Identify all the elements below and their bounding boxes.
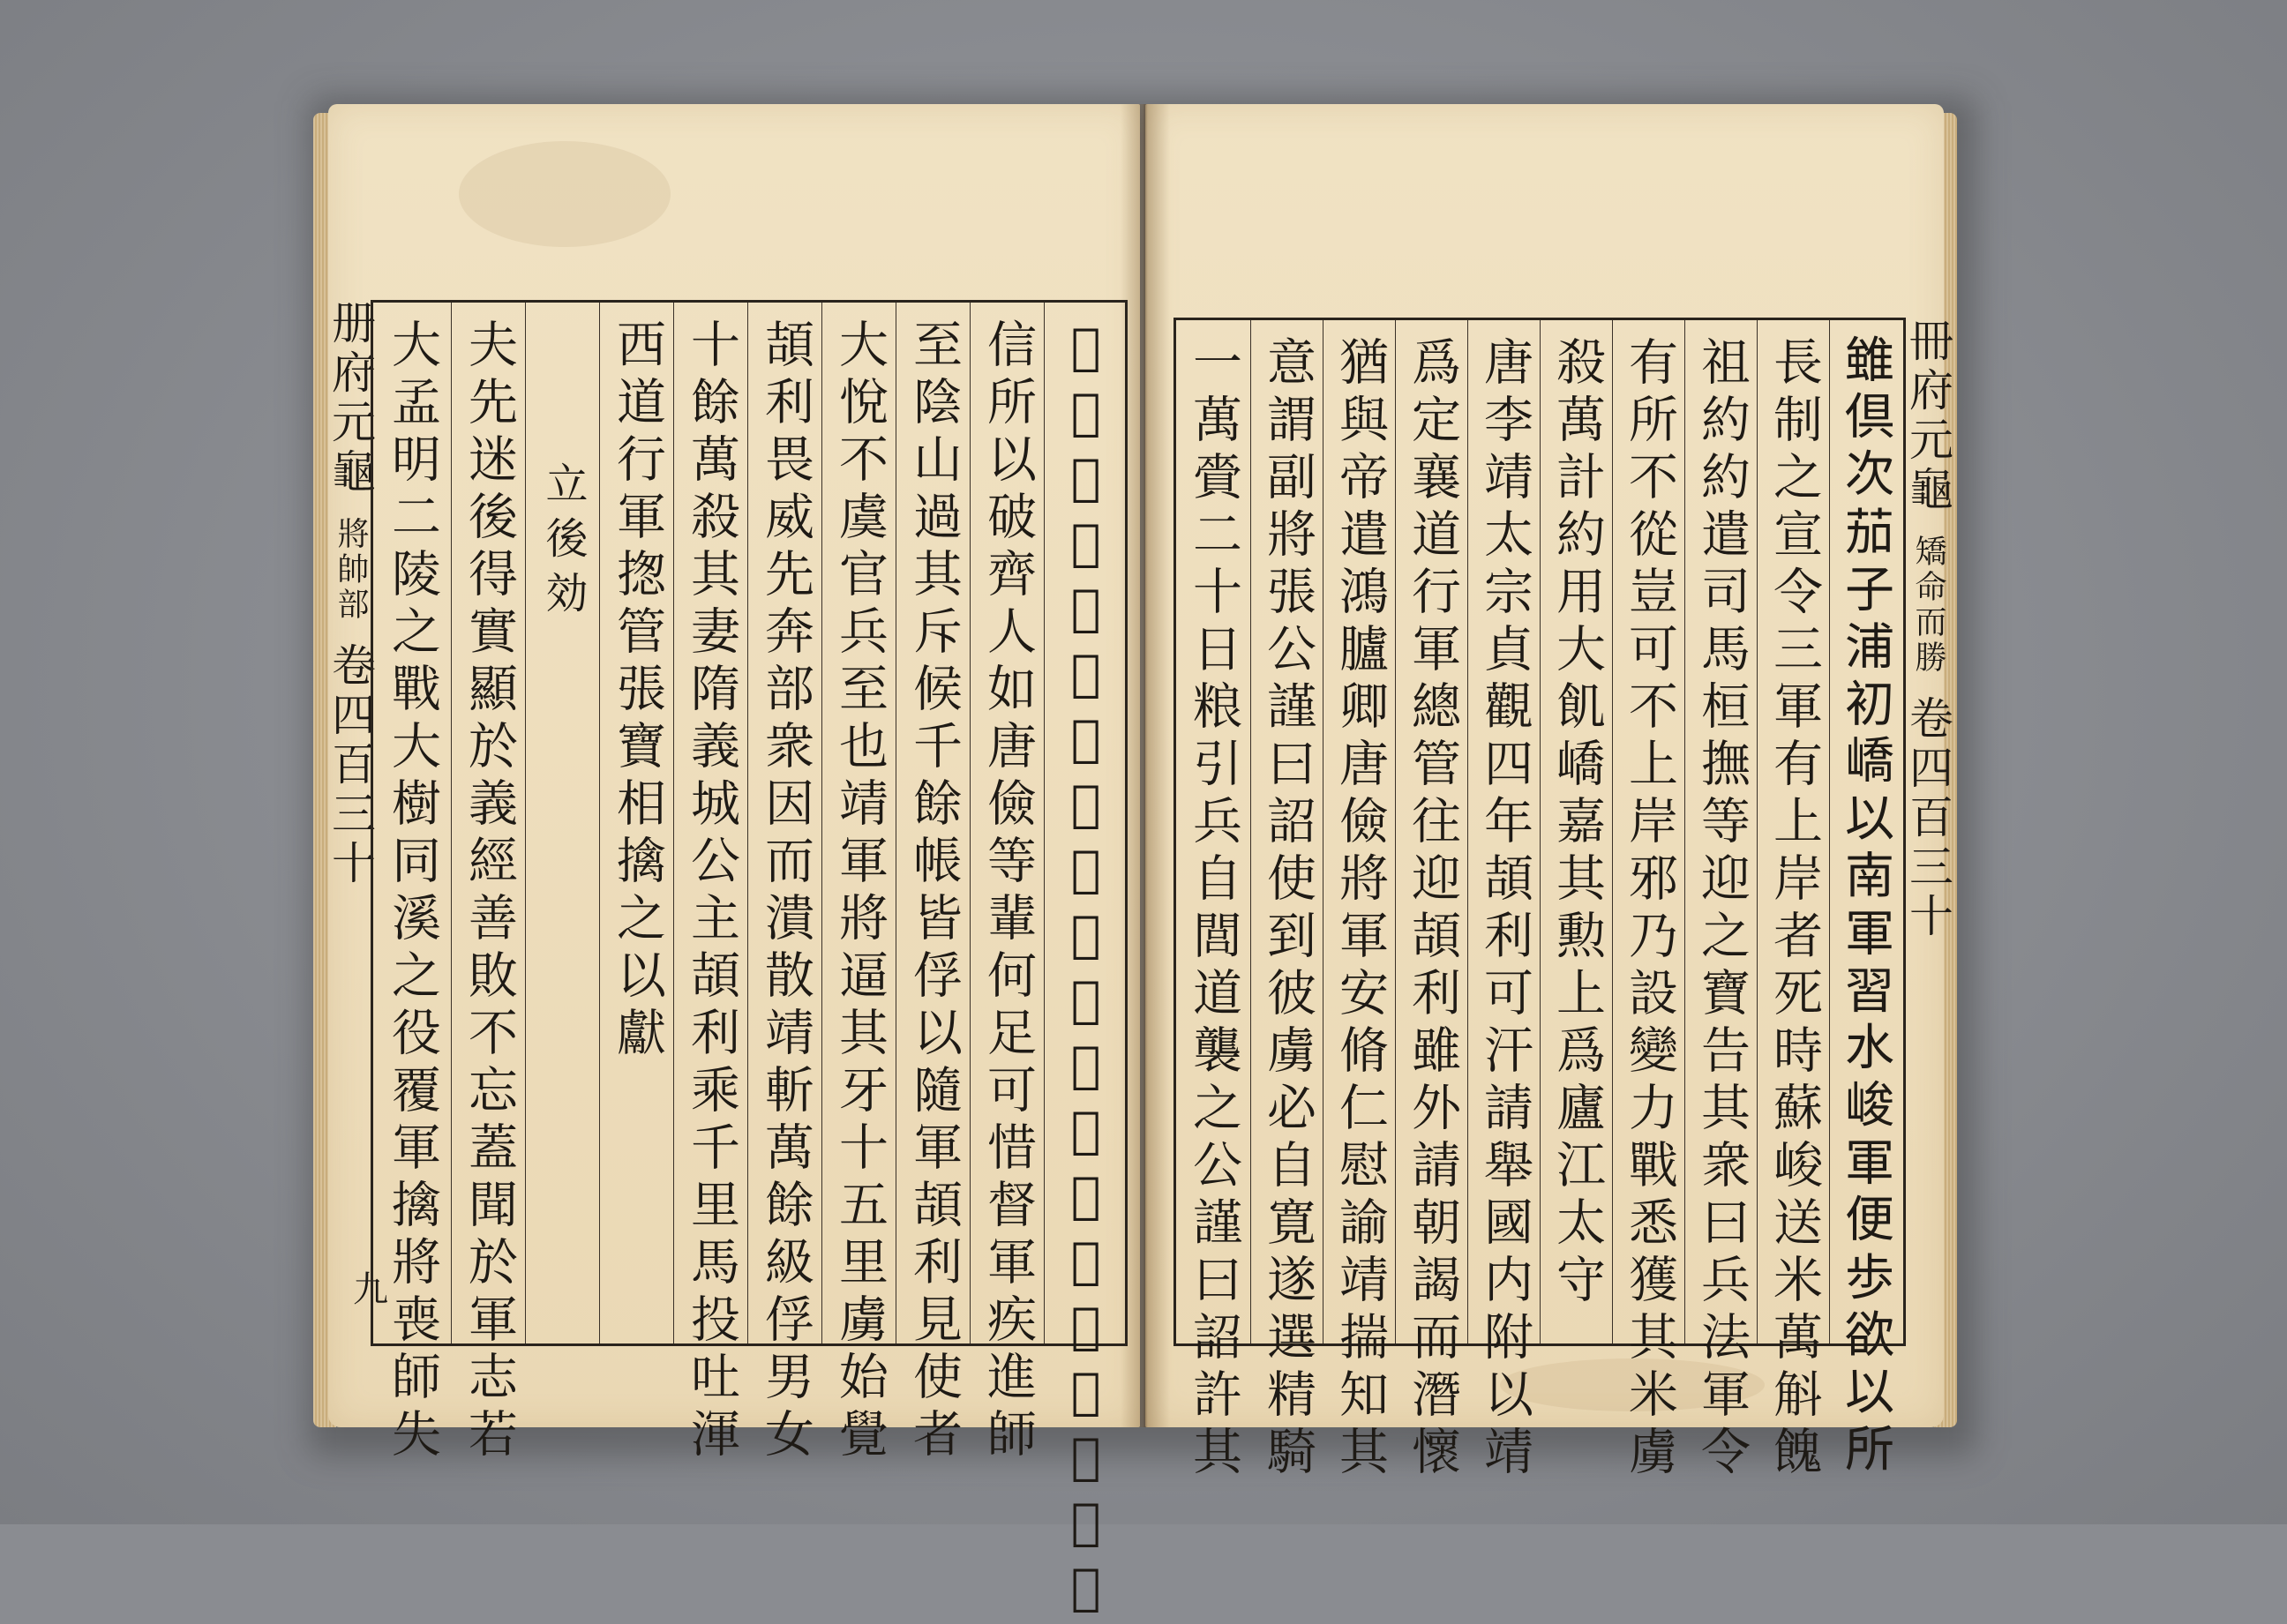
right-text-frame bbox=[1173, 318, 1906, 1483]
text-column: 殺萬計約用大飢嶠嘉其勲上爲廬江太守 bbox=[1540, 320, 1613, 1343]
left-banxin-section: 將帥部 bbox=[333, 516, 369, 623]
right-running-head bbox=[1902, 318, 1953, 942]
book-gutter bbox=[1121, 104, 1170, 1427]
right-banxin-volume: 卷四百三十 bbox=[1902, 694, 1953, 942]
text-column: 一萬賫二十日粮引兵自閭道襲之公謹曰詔許其 bbox=[1185, 336, 1242, 1483]
left-banxin-title: 册府元龜 bbox=[325, 300, 376, 498]
text-column: 猶與帝遣鴻臚卿唐儉將軍安脩仁慰諭靖揣知其 bbox=[1323, 320, 1396, 1343]
text-column: 至陰山過其斥候千餘帳皆俘以隨軍頡利見使者 bbox=[896, 303, 971, 1343]
text-column: 大悅不虞官兵至也靖軍將逼其牙十五里虜始覺 bbox=[821, 303, 896, 1343]
text-column: 信所以破齊人如唐儉等輩何足可惜督軍疾進師 bbox=[970, 303, 1045, 1343]
text-column: 𨿽倶次茄子浦初嶠以南軍習水峻軍便歩欲以所 bbox=[1829, 320, 1904, 1343]
text-column: 十餘萬殺其妻隋義城公主頡利乘千里馬投吐渾 bbox=[673, 303, 748, 1343]
text-column: 頡利畏威先奔部衆因而潰散靖斬萬餘級俘男女 bbox=[747, 303, 822, 1343]
text-column: 意謂副將張公謹曰詔使到彼虜必自寛遂選精騎 bbox=[1250, 320, 1323, 1343]
section-heading: 立後効 bbox=[525, 303, 600, 1343]
text-column: 夫先迷後得實顯於義經善敗不忘蓋聞於軍志若 bbox=[451, 303, 526, 1343]
text-column: 西道行軍揔管張寶相擒之以獻 bbox=[599, 303, 674, 1343]
left-banxin-volume: 卷四百三十 bbox=[325, 641, 376, 889]
text-column: 爲定襄道行軍總管往迎頡利雖外請朝謁而潛懷 bbox=[1395, 320, 1468, 1343]
left-text-frame bbox=[371, 300, 1128, 1624]
folio-number: 九 bbox=[353, 1269, 388, 1310]
text-column: 祖約約遣司馬桓撫等迎之寶告其衆曰兵法軍令 bbox=[1684, 320, 1758, 1343]
text-column: 𫟍行人在彼未宜討擊靖曰此兵機也時不可失韓 bbox=[1044, 303, 1126, 1343]
text-column: 長制之宣令三軍有上岸者死時蘇峻送米萬斛餽 bbox=[1757, 320, 1830, 1343]
paper-stain bbox=[459, 141, 671, 247]
right-banxin-note: 矯命而勝 bbox=[1910, 534, 1946, 676]
left-running-head bbox=[325, 300, 376, 889]
text-column: 大孟明二陵之戰大樹同溪之役覆軍擒將喪師失 bbox=[384, 318, 441, 1465]
text-column: 有所不從豈可不上岸邪乃設變力戰悉獲其米虜 bbox=[1612, 320, 1685, 1343]
text-column: 唐李靖太宗貞觀四年頡利可汗請舉國内附以靖 bbox=[1467, 320, 1541, 1343]
right-banxin-title: 冊府元龜 bbox=[1902, 318, 1953, 515]
